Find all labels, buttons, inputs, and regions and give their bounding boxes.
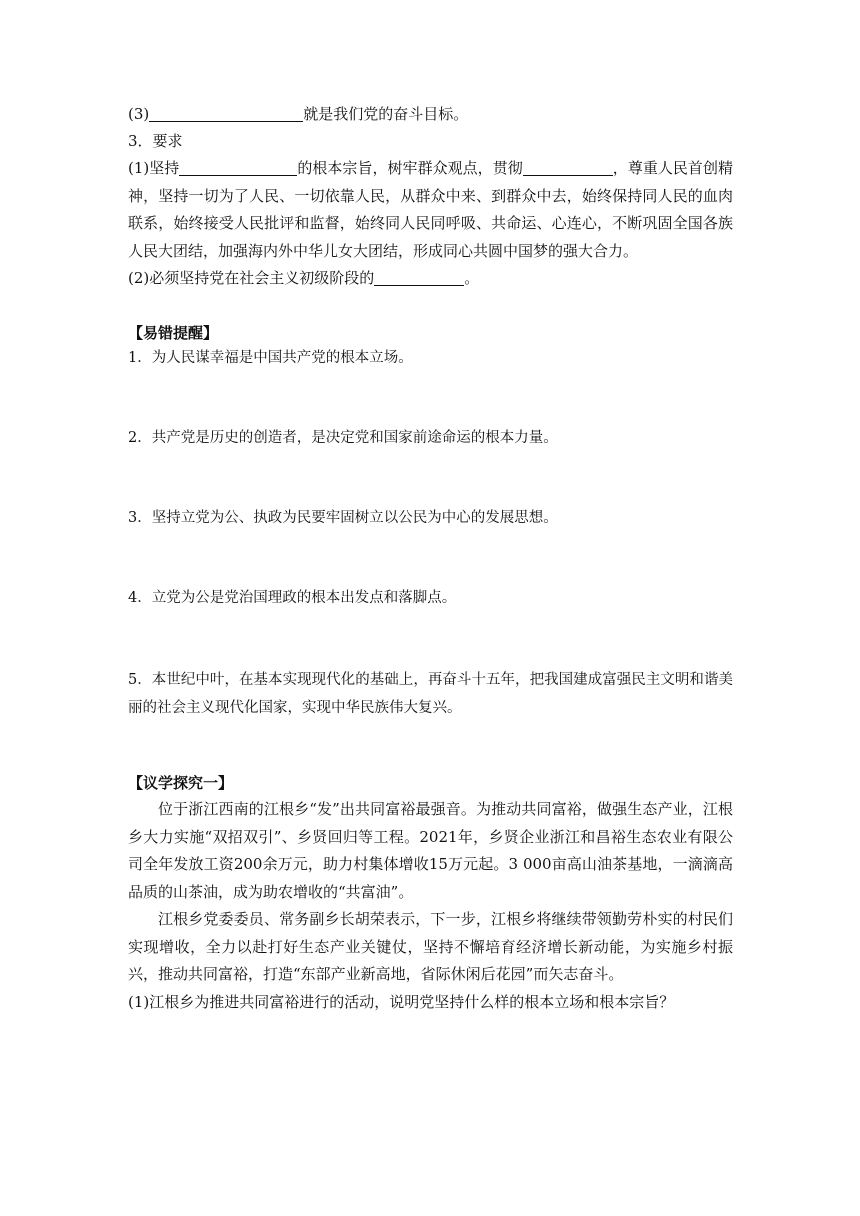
answer-blank[interactable]	[149, 105, 303, 122]
section-title: 3．要求	[128, 132, 183, 150]
inquiry-paragraph: 江根乡党委委员、常务副乡长胡荣表示，下一步，江根乡将继续带领勤劳朴实的村民们实现增收，全力以赴打好生态产业关键仗，坚持不懈培育经济增长新动能，为实施乡村振兴，推动共同富裕，打造“东部产业新高地，省际休闲后花园”而矢志奋斗。	[128, 910, 733, 983]
answer-blank[interactable]	[179, 159, 297, 176]
item-number: (3)	[128, 105, 150, 123]
item-text: 就是我们党的奋斗目标。	[303, 105, 469, 123]
requirement-prefix: (1)坚持	[128, 159, 180, 177]
requirement-1	[128, 155, 733, 265]
error-item: 1．为人民谋幸福是中国共产党的根本立场。	[128, 350, 413, 366]
error-reminder-title: 【易错提醒】	[128, 324, 219, 342]
inquiry-title: 【议学探究一】	[128, 774, 234, 792]
document-body	[128, 101, 733, 1016]
error-item: 2．共产党是历史的创造者，是决定党和国家前途命运的根本力量。	[128, 430, 558, 446]
requirement-prefix: (2)必须坚持党在社会主义初级阶段的	[128, 269, 375, 287]
fill-in-item-3	[128, 101, 733, 128]
error-item: 3．坚持立党为公、执政为民要牢固树立以公民为中心的发展思想。	[128, 510, 558, 526]
requirement-mid: 的根本宗旨，树牢群众观点，贯彻	[297, 159, 523, 177]
requirement-rest: ，尊重人民首创精神，坚持一切为了人民、一切依靠人民，从群众中来、到群众中去，始终保持同人民的血肉联系，始终接受人民批评和监督，始终同人民同呼吸、共命运、心连心，不断巩固全国各族人民大团结，加强海内外中华儿女大团结，形成同心共圆中国梦的强大合力。	[128, 159, 733, 260]
answer-blank[interactable]	[374, 269, 464, 286]
inquiry-question: (1)江根乡为推进共同富裕进行的活动，说明党坚持什么样的根本立场和根本宗旨？	[128, 992, 675, 1011]
requirement-2	[128, 265, 733, 292]
error-item: 4．立党为公是党治国理政的根本出发点和落脚点。	[128, 590, 457, 606]
error-item: 5．本世纪中叶，在基本实现现代化的基础上，再奋斗十五年，把我国建成富强民主文明和谐美丽的社会主义现代化国家，实现中华民族伟大复兴。	[128, 672, 733, 716]
answer-blank[interactable]	[523, 159, 613, 176]
inquiry-paragraph: 位于浙江西南的江根乡“发”出共同富裕最强音。为推动共同富裕，做强生态产业，江根乡大力实施“双招双引”、乡贤回归等工程。2021年，乡贤企业浙江和昌裕生态农业有限公司全年发放工资200余万元，助力村集体增收15万元起。3 000亩高山油茶基地，一滴滴高品质的山茶油，成为助农增收的“共富油”。	[128, 800, 733, 901]
requirement-suffix: 。	[464, 269, 480, 287]
